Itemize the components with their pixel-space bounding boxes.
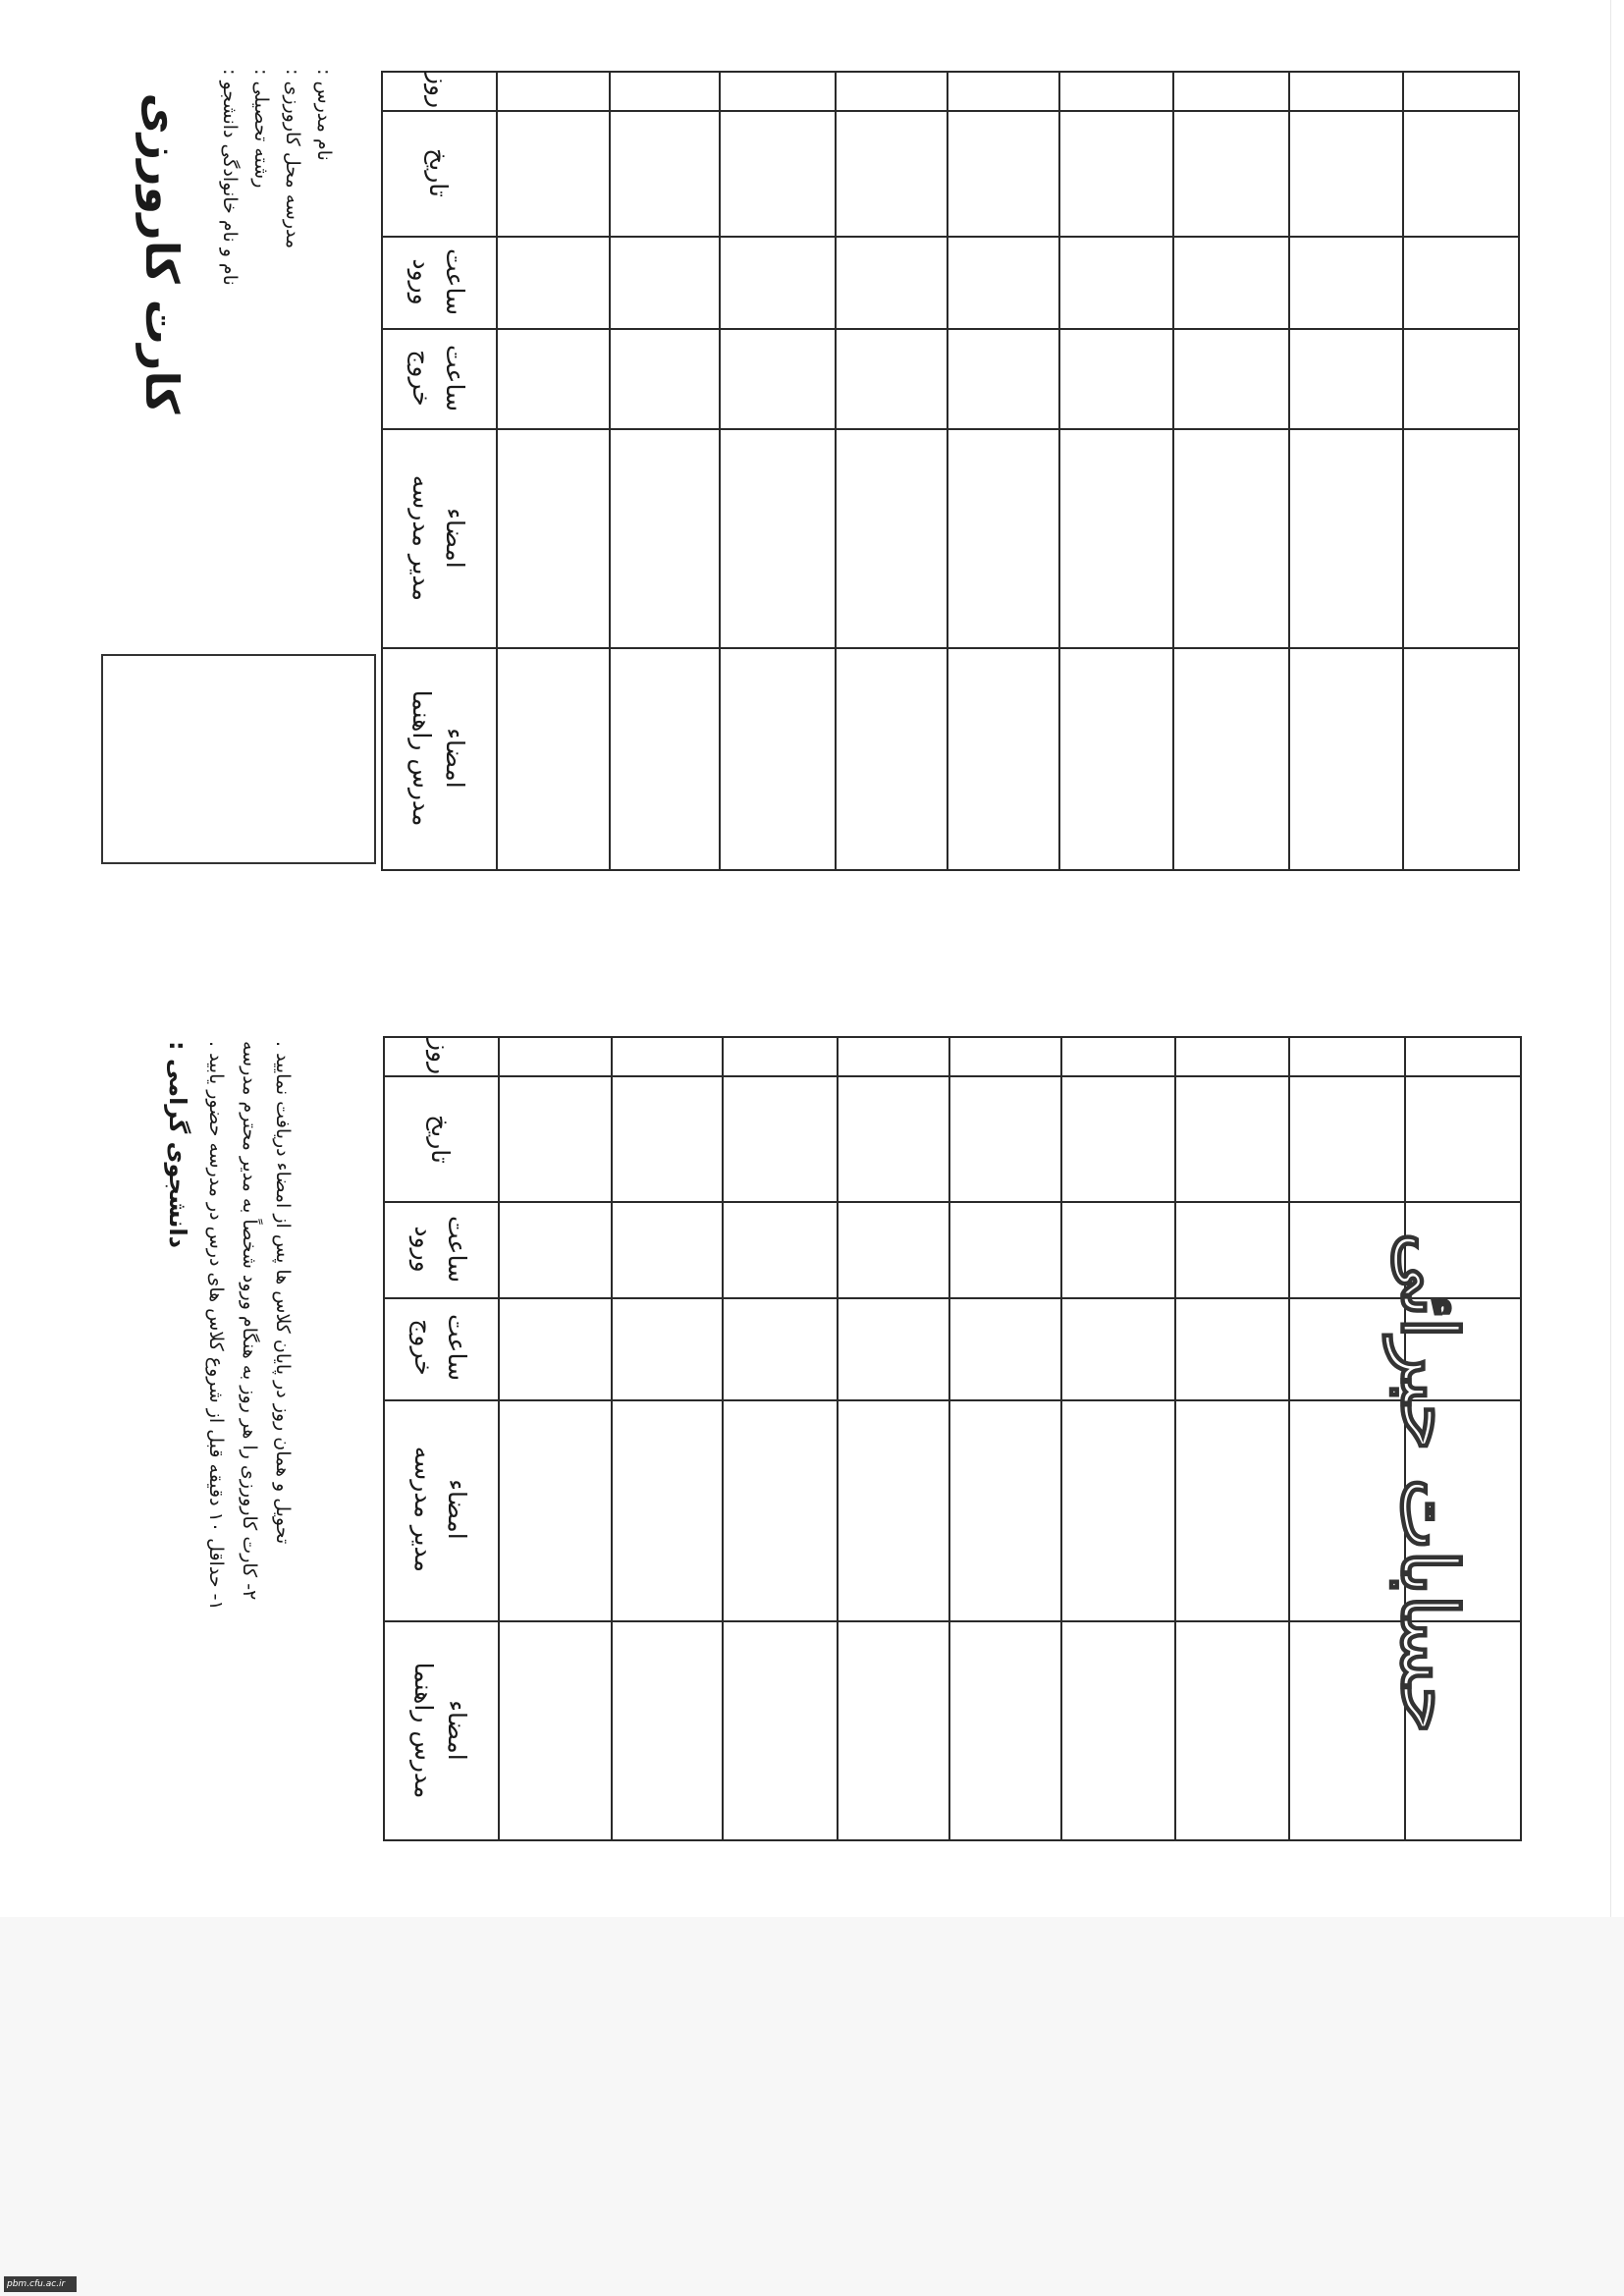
info-student-name: نام و نام خانوادگی دانشجو : (219, 69, 241, 286)
header-entry-time-line1: ساعت (441, 247, 469, 316)
attendance-table-bottom (383, 1036, 1522, 1841)
header-entry-time-2-line2: ورود (409, 1226, 438, 1273)
scan-background (0, 1917, 1624, 2296)
photo-box (101, 654, 376, 864)
notice-item-3: تحویل و همان روز در پایان کلاس ها پس از امضاء دریافت نمایید . (272, 1041, 294, 1545)
header-exit-time-2-line2: خروج (409, 1319, 438, 1376)
header-exit-time-line1: ساعت (441, 344, 469, 412)
header-principal-signature-2 (406, 1447, 473, 1572)
header-exit-time-line2: خروج (407, 350, 436, 407)
header-principal-signature (405, 475, 471, 601)
card-title: کارت کارورزی (135, 92, 189, 414)
header-entry-time-2 (406, 1216, 473, 1283)
attendance-table-top (381, 71, 1520, 871)
header-principal-signature-2-line2: مدیر مدرسه (409, 1446, 438, 1573)
header-date-2: تاریخ (426, 1115, 455, 1164)
header-exit-time-2-line1: ساعت (443, 1313, 471, 1382)
notice-title: دانشجوی گرامی : (164, 1041, 191, 1248)
header-teacher-signature-2 (406, 1663, 473, 1799)
header-teacher-signature-2-line1: امضاء (443, 1700, 471, 1761)
notice-item-2: ۲- کارت کارورزی را هر روز به هنگام ورود شخصاً به مدیر محترم مدرسه (239, 1041, 260, 1601)
header-teacher-signature-line1: امضاء (441, 728, 469, 789)
info-field-of-study: رشته تحصیلی : (250, 69, 272, 189)
notice-item-1: ۱- حداقل ۱۰ دقیقه قبل از شروع کلاس های درس در مدرسه حضور یابید . (205, 1041, 227, 1611)
header-exit-time (405, 345, 471, 411)
footer-logo: pbm.cfu.ac.ir (4, 2276, 77, 2292)
header-entry-time-line2: ورود (407, 258, 436, 305)
info-internship-school: مدرسه محل کارورزی : (282, 69, 303, 249)
header-exit-time-2 (406, 1314, 473, 1381)
compensatory-session-stamp: حسابات حبرائی (1383, 1231, 1474, 1734)
header-principal-signature-2-line1: امضاء (443, 1479, 471, 1540)
header-entry-time-2-line1: ساعت (443, 1215, 471, 1284)
header-teacher-signature (405, 690, 471, 827)
header-teacher-signature-line2: مدرس راهنما (407, 689, 436, 827)
info-teacher-name: نام مدرس : (313, 69, 335, 161)
header-principal-signature-line2: مدیر مدرسه (407, 474, 436, 602)
header-day-2: روز (426, 1038, 455, 1075)
header-day: روز (424, 72, 453, 109)
header-teacher-signature-2-line2: مدرس راهنما (409, 1662, 438, 1799)
header-entry-time (405, 248, 471, 315)
header-principal-signature-line1: امضاء (441, 508, 469, 569)
header-date: تاریخ (424, 148, 453, 197)
